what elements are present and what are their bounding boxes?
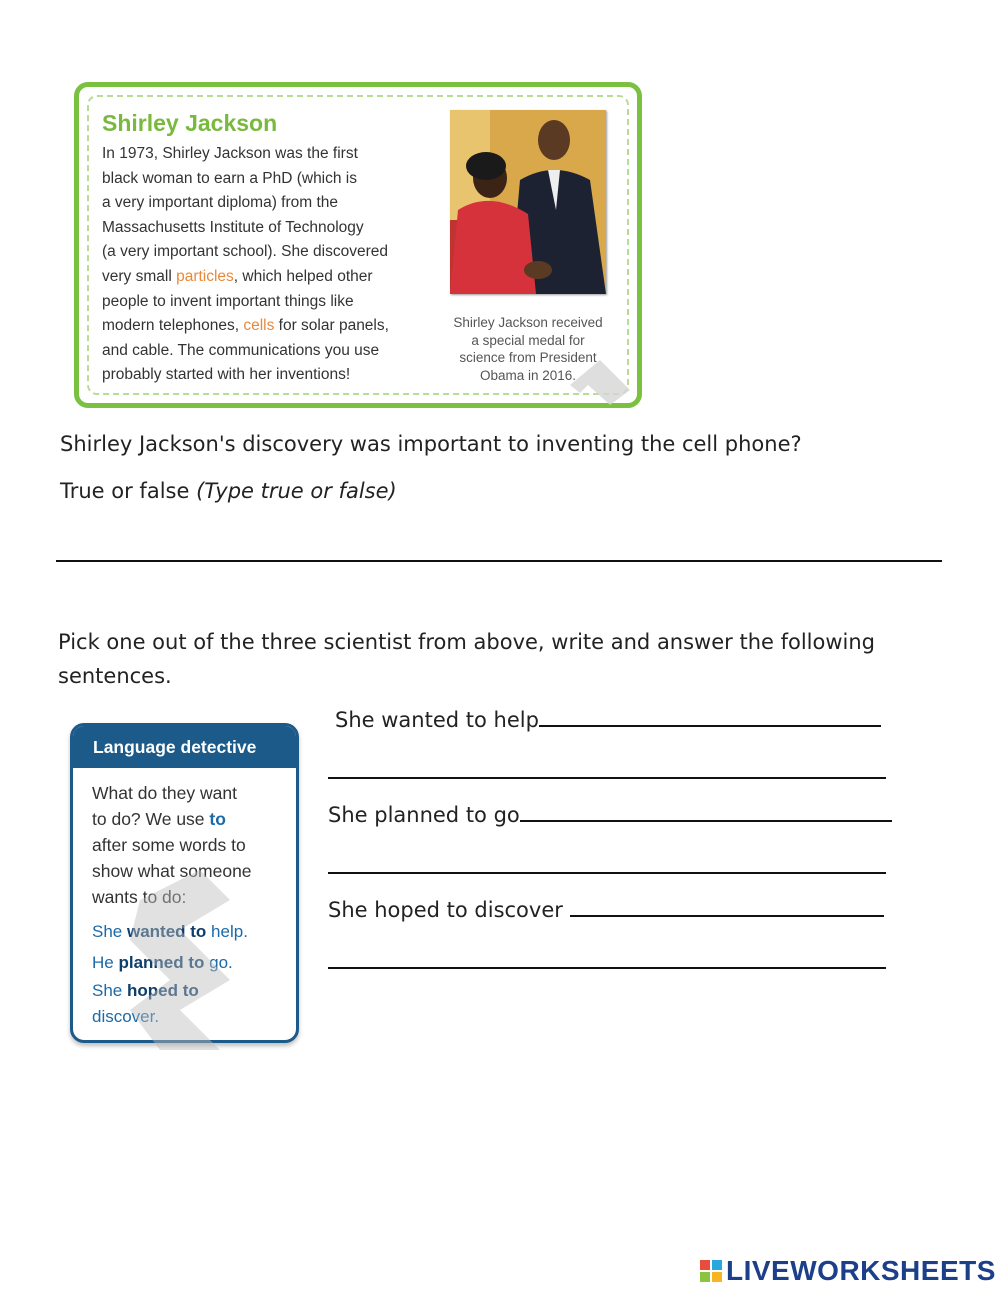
example-line: discover. — [92, 1007, 160, 1026]
question-text: Shirley Jackson's discovery was important to inventing the cell phone? — [60, 432, 802, 456]
example-line: She wanted to help. — [92, 922, 248, 941]
card-line: Massachusetts Institute of Technology — [102, 218, 364, 236]
card-line: (a very important school). She discovered — [102, 243, 389, 261]
card-text — [102, 142, 432, 388]
liveworksheets-logo: LIVEWORKSHEETS — [700, 1255, 996, 1287]
question-true-false: True or false (Type true or false) — [60, 479, 397, 503]
highlight-word: cells — [243, 317, 275, 335]
logo-icon — [700, 1260, 722, 1282]
card-line: very small particles, which helped other — [102, 267, 373, 285]
watermark-icon — [120, 860, 300, 1060]
award-photo — [450, 110, 606, 294]
sentence-help: She wanted to help — [335, 707, 881, 732]
answer-input-line[interactable] — [539, 707, 881, 727]
sentence-discover: She hoped to discover — [328, 897, 884, 922]
instruction-text: (Type true or false) — [196, 479, 397, 503]
card-line: a very important diploma) from the — [102, 194, 339, 212]
answer-input-line[interactable] — [328, 777, 886, 779]
example-line: He planned to go. — [92, 953, 233, 972]
answer-input-line[interactable] — [520, 802, 892, 822]
example-line: She hoped to — [92, 981, 199, 1000]
card-line: In 1973, Shirley Jackson was the first — [102, 145, 358, 162]
answer-input-line[interactable] — [328, 967, 886, 969]
detective-text: What do they want to do? We use to after some words to show what someone wants to do: — [92, 783, 252, 907]
photo-caption: Shirley Jackson received a special medal for science from President Obama in 2016. — [453, 315, 603, 383]
highlight-word: particles — [176, 267, 234, 285]
answer-input-line[interactable] — [56, 560, 942, 562]
sentence-go: She planned to go — [328, 802, 892, 827]
instruction-paragraph: Pick one out of the three scientist from above, write and answer the following sentences. — [58, 630, 876, 688]
card-line: modern telephones, cells for solar panels, — [102, 317, 389, 335]
card-title: Shirley Jackson — [102, 110, 278, 136]
watermark-icon — [560, 355, 650, 415]
card-line: probably started with her inventions! — [102, 366, 351, 384]
card-line: and cable. The communications you use — [102, 341, 380, 359]
card-line: people to invent important things like — [102, 292, 354, 310]
answer-input-line[interactable] — [570, 897, 884, 917]
card-line: black woman to earn a PhD (which is — [102, 169, 358, 187]
answer-input-line[interactable] — [328, 872, 886, 874]
detective-heading: Language detective — [73, 726, 296, 768]
